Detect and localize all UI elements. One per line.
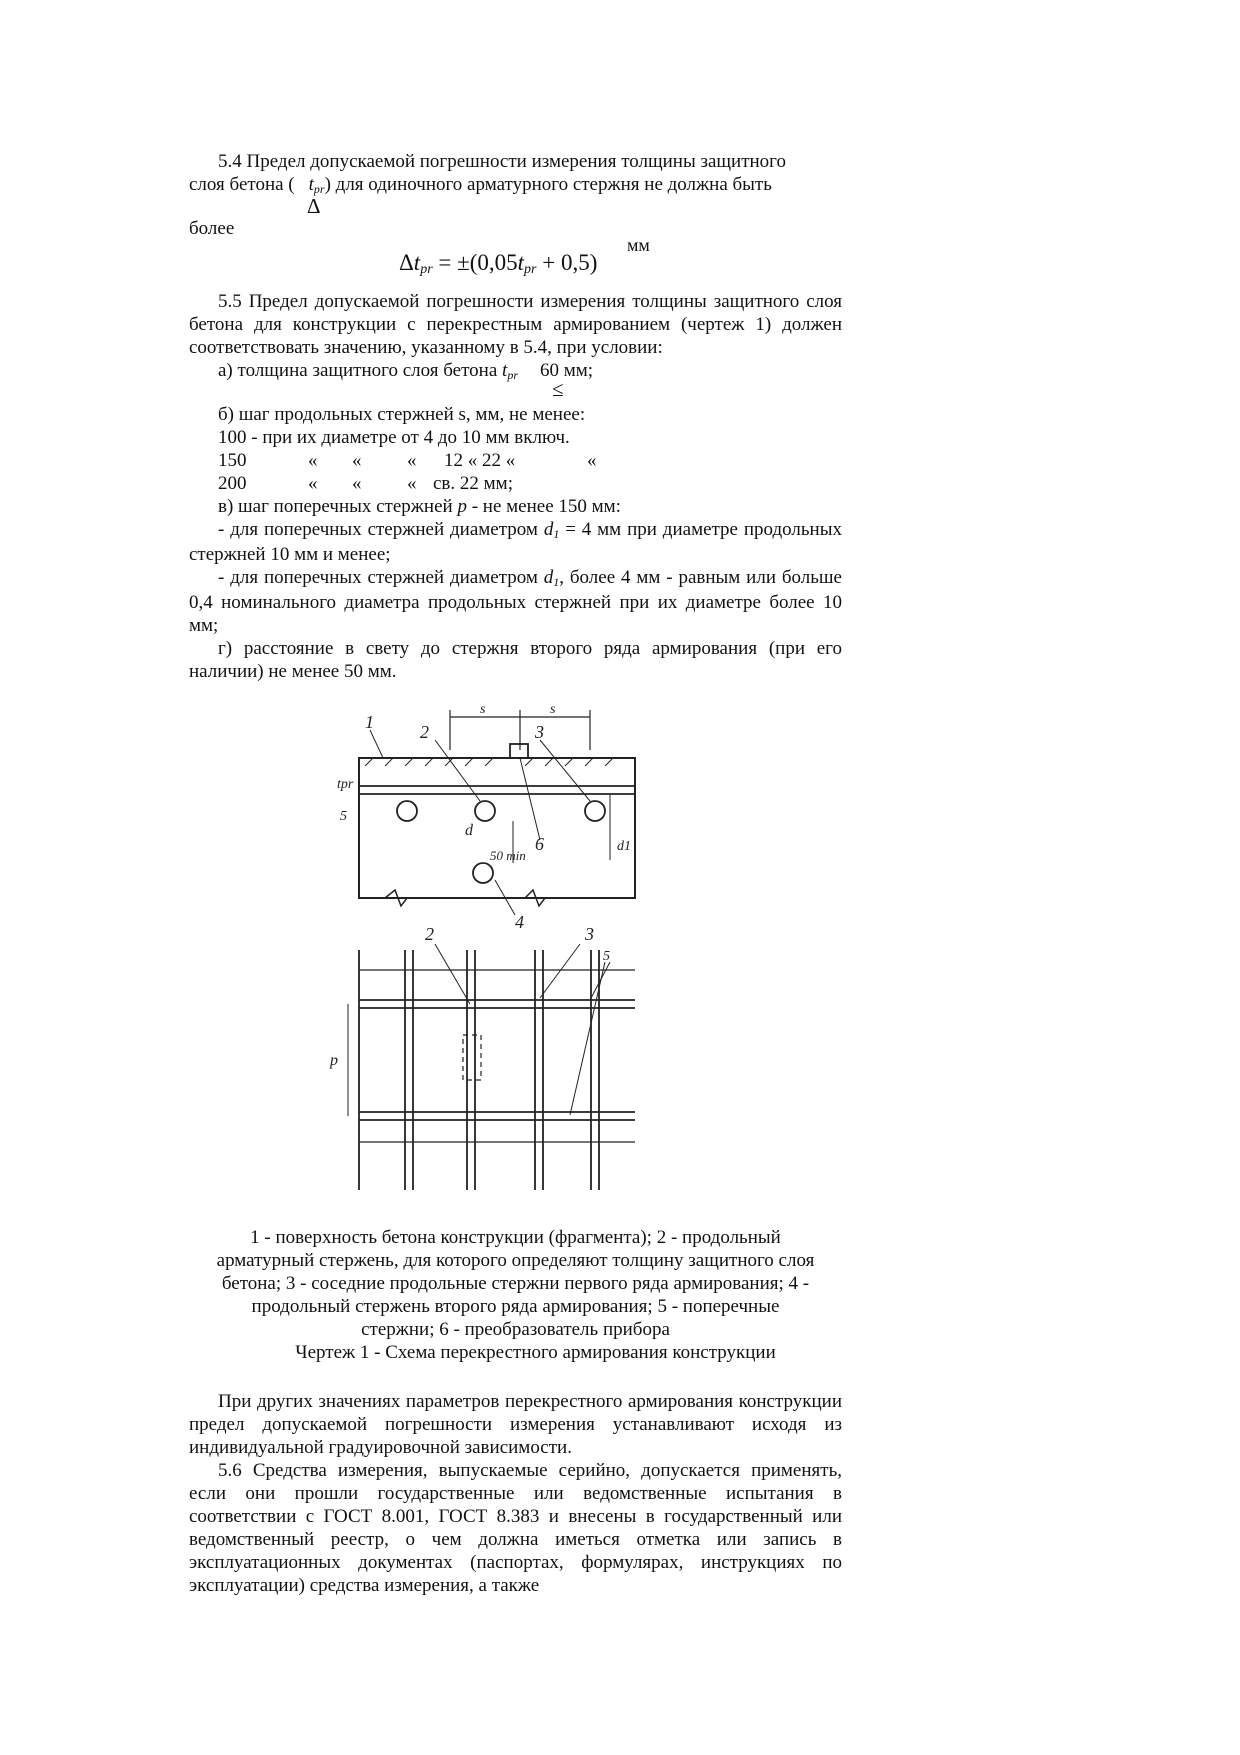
- cell: «: [352, 473, 362, 494]
- delta-symbol: Δ: [307, 194, 321, 218]
- label-2: 2: [420, 722, 429, 742]
- formula-sub1: pr: [420, 262, 433, 277]
- label-d1: d1: [617, 839, 631, 854]
- text: - для поперечных стержней диаметром: [218, 567, 544, 588]
- item-a-value: 60 мм;: [539, 360, 594, 381]
- label-5-plan: 5: [603, 949, 610, 964]
- s55-item-g: г) расстояние в свету до стержня второго ряда армирования (при его наличии) не менее 50 мм.: [189, 638, 842, 682]
- cell: «: [308, 450, 318, 471]
- s55-item-v-b: [189, 566, 842, 637]
- s54-line2-d: ) для одиночного арматурного стержня не должна быть: [324, 174, 772, 195]
- bar-3: [585, 801, 605, 821]
- s55-item-b: б) шаг продольных стержней s, мм, не менее:: [218, 404, 586, 425]
- cell: «: [352, 450, 362, 471]
- text: = 4 мм при диаметре продольных стержней 10 мм и менее;: [189, 519, 842, 565]
- caption-line: бетона; 3 - соседние продольные стержни первого ряда армирования; 4 -: [221, 1273, 810, 1294]
- formula-mid: = ±(0,05: [432, 250, 518, 275]
- s55-item-v: [189, 495, 842, 518]
- cell: «: [308, 473, 318, 494]
- label-3: 3: [535, 722, 544, 742]
- item-v-text: в) шаг поперечных стержней: [218, 496, 458, 517]
- text: , более 4 мм - равным или больше 0,4 номинального диаметра продольных стержней при их диаметре более 10 мм;: [189, 567, 842, 636]
- cell: 12 « 22 «: [444, 450, 516, 471]
- caption-line: стержни; 6 - преобразователь прибора: [361, 1319, 670, 1340]
- cell: «: [407, 473, 417, 494]
- item-a-t: t: [502, 360, 508, 381]
- document-body: [189, 150, 842, 683]
- s55-item-v-a: [189, 518, 842, 566]
- label-6: 6: [535, 834, 544, 854]
- formula-delta: Δ: [399, 250, 414, 275]
- step-row-200: [189, 472, 842, 495]
- d1-sub: 1: [553, 575, 560, 589]
- formula-sub2: pr: [524, 262, 537, 277]
- cell: «: [587, 450, 597, 471]
- leq-symbol: ≤: [552, 377, 564, 401]
- d1-symbol: d: [543, 567, 554, 588]
- item-v-text2: - не менее 150 мм:: [466, 496, 621, 517]
- figure-caption: [189, 1226, 842, 1364]
- s54-line1: 5.4 Предел допускаемой погрешности измерения толщины защитного: [218, 151, 786, 172]
- label-p: p: [330, 1052, 338, 1069]
- label-s2: s: [550, 702, 556, 717]
- bar-left: [397, 801, 417, 821]
- bar-2: [475, 801, 495, 821]
- d1-sub: 1: [553, 527, 560, 541]
- s55-item-b1: 100 - при их диаметре от 4 до 10 мм включ.: [218, 427, 570, 448]
- formula-t1: t: [413, 250, 421, 275]
- text: - для поперечных стержней диаметром: [218, 519, 544, 540]
- plan-view: [359, 950, 635, 1190]
- formula-t2: t: [517, 250, 525, 275]
- reinforcement-drawing: [330, 700, 645, 1205]
- label-3-plan: 3: [585, 924, 594, 944]
- item-a-text: а) толщина защитного слоя бетона: [218, 360, 503, 381]
- formula-end: + 0,5): [536, 250, 598, 275]
- s55-item-a: [189, 359, 842, 401]
- cell: 200: [218, 473, 247, 494]
- s54-line2-a: слоя бетона (: [189, 174, 295, 195]
- s54-line3: более: [189, 218, 235, 239]
- cell: 150: [218, 450, 247, 471]
- label-d: d: [465, 822, 473, 839]
- label-5-top: 5: [340, 809, 347, 824]
- label-tpr: tpr: [337, 777, 354, 792]
- caption-line: 1 - поверхность бетона конструкции (фрагмента); 2 - продольный: [250, 1227, 781, 1248]
- post-figure-text: [189, 1390, 842, 1597]
- probe: [510, 744, 528, 758]
- paragraph-other-values: При других значениях параметров перекрестного армирования конструкции предел допускаемой погрешности измерения устанавливают исходя из индивидуальной градуировочной зависимости.: [189, 1391, 842, 1458]
- cell: св. 22 мм;: [433, 473, 513, 494]
- item-a-sub: pr: [507, 368, 518, 382]
- s55-paragraph: 5.5 Предел допускаемой погрешности измерения толщины защитного слоя бетона для конструкции с перекрестным армированием (чертеж 1) должен соответствовать значению, указанному в 5.4, при условии:: [189, 291, 842, 358]
- d1-symbol: d: [543, 519, 554, 540]
- bar-4: [473, 863, 493, 883]
- s54-line2: [189, 173, 842, 218]
- tpr-subscript: pr: [313, 182, 325, 196]
- label-2-plan: 2: [425, 924, 434, 944]
- label-1: 1: [365, 712, 374, 732]
- step-row-150: [189, 449, 842, 472]
- surface-hatching: [365, 758, 613, 766]
- section-5-6: 5.6 Средства измерения, выпускаемые серийно, допускается применять, если они прошли государственные или ведомственные испытания в соответствии с ГОСТ 8.001, ГОСТ 8.383 и внесены в государственный или ведомственный реестр, о чем должна иметься отметка или запись в эксплуатационных документах (паспортах, формулярах, инструкциях по эксплуатации) средства измерения, а также: [189, 1460, 842, 1596]
- tpr-symbol: t: [308, 174, 314, 195]
- item-v-p: p: [457, 496, 467, 517]
- cell: «: [407, 450, 417, 471]
- caption-line: арматурный стержень, для которого определяют толщину защитного слоя: [216, 1250, 815, 1271]
- formula-unit: мм: [627, 235, 650, 255]
- figure-title: Чертеж 1 - Схема перекрестного армирования конструкции: [295, 1342, 776, 1363]
- caption-line: продольный стержень второго ряда армирования; 5 - поперечные: [251, 1296, 780, 1317]
- formula: [399, 251, 597, 278]
- formula-block: [189, 235, 842, 290]
- label-50min: 50 min: [490, 848, 526, 863]
- label-4: 4: [515, 912, 524, 932]
- label-s1: s: [480, 702, 486, 717]
